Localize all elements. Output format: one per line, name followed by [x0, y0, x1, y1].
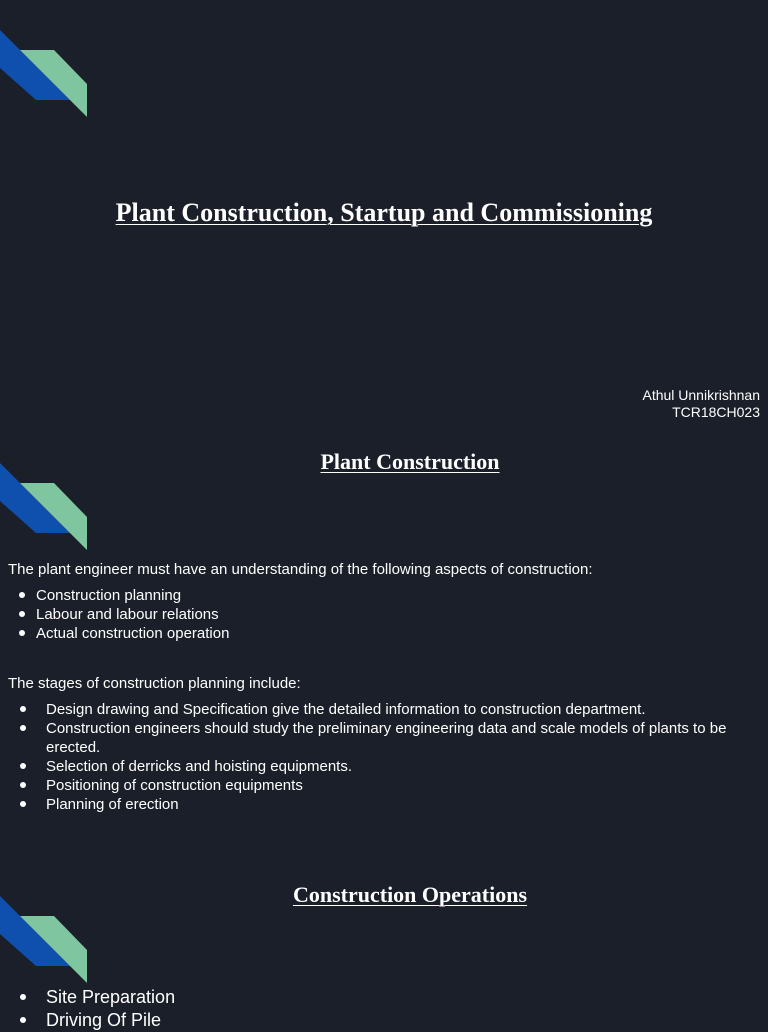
section-title-construction-operations: Construction Operations — [292, 882, 528, 907]
list-item: Labour and labour relations — [36, 605, 736, 624]
corner-accent-shape — [0, 30, 90, 120]
list-item: Driving Of Pile — [46, 1009, 746, 1032]
corner-accent-shape — [0, 463, 90, 553]
author-block — [642, 387, 760, 421]
list-item: Construction engineers should study the preliminary engineering data and scale models of plants to be erected. — [46, 719, 752, 757]
section-title-plant-construction: Plant Construction — [320, 449, 500, 474]
list-item: Design drawing and Specification give the detailed information to construction department. — [46, 700, 752, 719]
author-id: TCR18CH023 — [672, 404, 760, 420]
list-item: Planning of erection — [46, 795, 752, 814]
aspects-list — [36, 586, 736, 643]
author-name: Athul Unnikrishnan — [642, 387, 760, 403]
stages-intro-paragraph: The stages of construction planning include: — [8, 675, 301, 692]
list-item: Actual construction operation — [36, 624, 736, 643]
list-item: Construction planning — [36, 586, 736, 605]
intro-paragraph: The plant engineer must have an understanding of the following aspects of construction: — [8, 561, 593, 578]
corner-accent-shape — [0, 896, 90, 986]
list-item: Positioning of construction equipments — [46, 776, 752, 795]
list-item: Site Preparation — [46, 986, 746, 1009]
list-item: Selection of derricks and hoisting equipments. — [46, 757, 752, 776]
presentation-title: Plant Construction, Startup and Commissioning — [115, 198, 653, 227]
operations-list — [46, 986, 746, 1032]
stages-list — [46, 700, 752, 814]
